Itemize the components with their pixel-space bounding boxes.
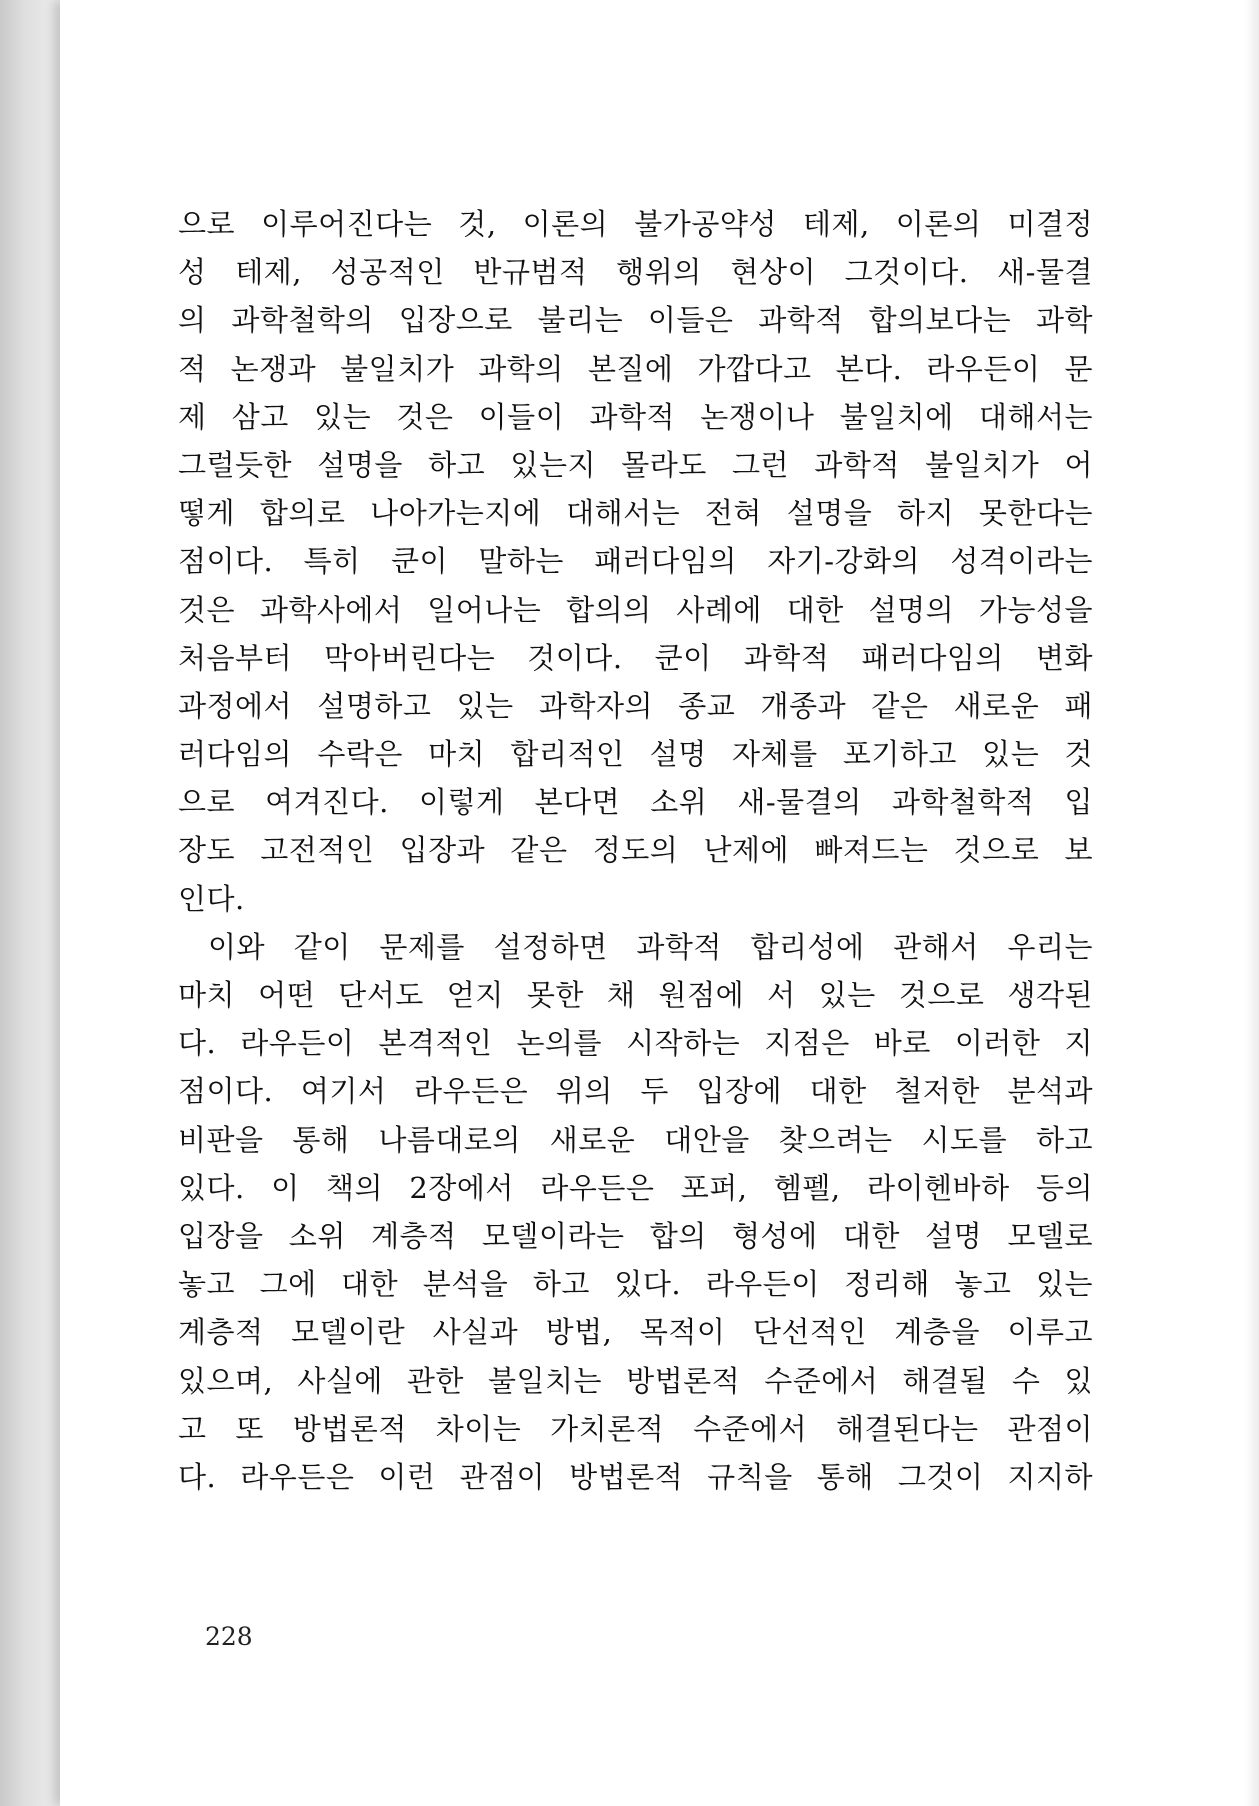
text-line: 성 테제, 성공적인 반규범적 행위의 현상이 그것이다. 새-물결 (178, 255, 1093, 290)
text-line: 제 삼고 있는 것은 이들이 과학적 논쟁이나 불일치에 대해서는 (178, 399, 1093, 434)
text-line: 인다. (178, 881, 245, 916)
text-line: 것은 과학사에서 일어나는 합의의 사례에 대한 설명의 가능성을 (178, 592, 1093, 627)
text-line: 으로 이루어진다는 것, 이론의 불가공약성 테제, 이론의 미결정 (178, 207, 1093, 241)
text-line: 처음부터 막아버린다는 것이다. 쿤이 과학적 패러다임의 변화 (178, 640, 1093, 675)
text-line: 입장을 소위 계층적 모델이라는 합의 형성에 대한 설명 모델로 (178, 1218, 1093, 1253)
text-line: 떻게 합의로 나아가는지에 대해서는 전혀 설명을 하지 못한다는 (178, 496, 1093, 531)
text-line: 계층적 모델이란 사실과 방법, 목적이 단선적인 계층을 이루고 (178, 1315, 1093, 1350)
text-line: 다. 라우든은 이런 관점이 방법론적 규칙을 통해 그것이 지지하 (178, 1459, 1093, 1494)
text-line: 러다임의 수락은 마치 합리적인 설명 자체를 포기하고 있는 것 (178, 737, 1093, 772)
text-line: 있다. 이 책의 2장에서 라우든은 포퍼, 헴펠, 라이헨바하 등의 (178, 1170, 1093, 1205)
text-line: 점이다. 특히 쿤이 말하는 패러다임의 자기-강화의 성격이라는 (178, 544, 1093, 579)
text-line: 고 또 방법론적 차이는 가치론적 수준에서 해결된다는 관점이 (178, 1411, 1093, 1446)
page-number: 228 (205, 1622, 253, 1651)
book-page-edge (0, 0, 60, 1806)
text-line: 다. 라우든이 본격적인 논의를 시작하는 지점은 바로 이러한 지 (178, 1026, 1093, 1061)
text-line: 놓고 그에 대한 분석을 하고 있다. 라우든이 정리해 놓고 있는 (178, 1267, 1093, 1302)
text-line: 그럴듯한 설명을 하고 있는지 몰라도 그런 과학적 불일치가 어 (178, 447, 1093, 482)
text-line: 있으며, 사실에 관한 불일치는 방법론적 수준에서 해결될 수 있 (178, 1363, 1093, 1398)
text-line: 점이다. 여기서 라우든은 위의 두 입장에 대한 철저한 분석과 (178, 1074, 1093, 1109)
text-line: 적 논쟁과 불일치가 과학의 본질에 가깝다고 본다. 라우든이 문 (178, 351, 1093, 386)
text-line: 비판을 통해 나름대로의 새로운 대안을 찾으려는 시도를 하고 (178, 1122, 1093, 1157)
paragraph-first-line: 이와 같이 문제를 설정하면 과학적 합리성에 관해서 우리는 (208, 929, 1093, 964)
text-line: 의 과학철학의 입장으로 불리는 이들은 과학적 합의보다는 과학 (178, 303, 1093, 338)
text-line: 마치 어떤 단서도 얻지 못한 채 원점에 서 있는 것으로 생각된 (178, 978, 1093, 1012)
text-line: 장도 고전적인 입장과 같은 정도의 난제에 빠져드는 것으로 보 (178, 833, 1093, 868)
page-shadow (1245, 0, 1259, 1806)
body-text (178, 200, 1093, 1501)
text-line: 과정에서 설명하고 있는 과학자의 종교 개종과 같은 새로운 패 (178, 688, 1093, 723)
text-line: 으로 여겨진다. 이렇게 본다면 소위 새-물결의 과학철학적 입 (178, 785, 1093, 820)
